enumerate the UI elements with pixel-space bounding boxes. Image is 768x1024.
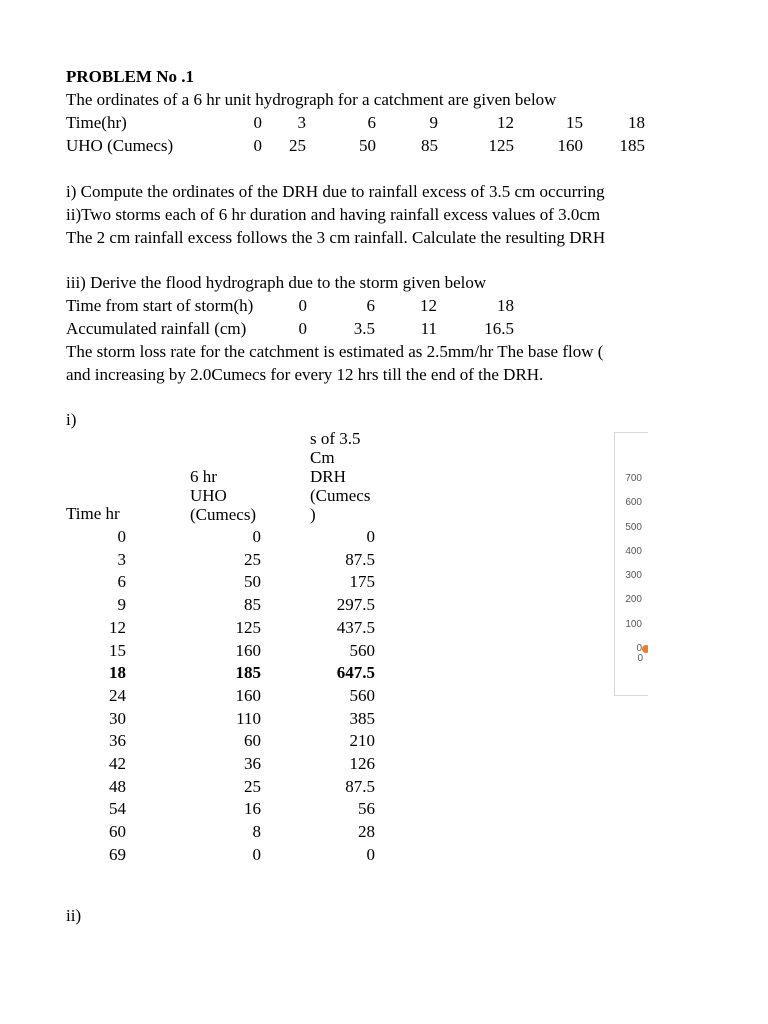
time-cell: 69 (109, 844, 126, 864)
problem-intro: The ordinates of a 6 hr unit hydrograph for a catchment are given below (66, 90, 557, 109)
time-value: 18 (628, 113, 645, 132)
uho-label: UHO (Cumecs) (66, 136, 174, 155)
drh-cell: 385 (349, 708, 375, 728)
storm-time-value: 18 (497, 296, 514, 315)
col-header-uho: 6 hr UHO (Cumecs) (190, 467, 257, 524)
storm-time-value: 12 (420, 296, 437, 315)
uho-cell: 16 (244, 799, 261, 819)
drh-cell: 210 (349, 731, 375, 751)
time-cell: 15 (109, 640, 126, 660)
time-value: 12 (497, 113, 514, 132)
drh-cell: 647.5 (336, 663, 375, 683)
rain-label: Accumulated rainfall (cm) (66, 319, 247, 338)
time-value: 15 (566, 113, 583, 132)
uho-cell: 8 (252, 822, 261, 842)
time-value: 3 (297, 113, 306, 132)
storm-time-label: Time from start of storm(h) (66, 296, 254, 315)
uho-value: 0 (253, 136, 262, 155)
drh-cell: 0 (366, 527, 375, 546)
uho-cell: 125 (235, 617, 261, 637)
time-cell: 36 (109, 731, 126, 751)
uho-cell: 185 (235, 663, 261, 683)
drh-cell: 297.5 (336, 595, 375, 615)
time-cell: 12 (109, 617, 126, 637)
uho-cell: 60 (244, 731, 261, 751)
question-2b: The 2 cm rainfall excess follows the 3 cm rainfall. Calculate the resulting DRH (66, 228, 606, 247)
uho-cell: 25 (244, 776, 261, 796)
rain-value: 0 (298, 319, 307, 338)
storm-time-value: 0 (298, 296, 307, 315)
uho-value: 50 (359, 136, 376, 155)
time-value: 9 (429, 113, 438, 132)
uho-cell: 110 (236, 708, 261, 728)
uho-value: 160 (557, 136, 583, 155)
time-cell: 9 (117, 595, 126, 615)
drh-cell: 560 (349, 640, 375, 660)
time-cell: 0 (117, 527, 126, 546)
time-cell: 24 (109, 685, 126, 705)
time-cell: 3 (117, 549, 126, 569)
chart-area (614, 432, 648, 696)
drh-cell: 560 (349, 685, 375, 705)
question-1: i) Compute the ordinates of the DRH due to rainfall excess of 3.5 cm occurring (66, 182, 605, 201)
y-tick-label: 500 (625, 521, 642, 533)
time-cell: 18 (109, 663, 126, 683)
drh-cell: 87.5 (345, 776, 375, 796)
data-point-marker (642, 645, 648, 653)
problem-title: PROBLEM No .1 (66, 67, 194, 86)
y-tick-label: 0 (636, 643, 642, 654)
y-tick-label: 400 (625, 545, 642, 557)
drh-cell: 87.5 (345, 549, 375, 569)
question-2a: ii)Two storms each of 6 hr duration and having rainfall excess values of 3.0cm (66, 205, 601, 224)
rain-value: 11 (420, 319, 437, 338)
y-tick-label: 600 (625, 497, 642, 509)
time-value: 6 (367, 113, 376, 132)
part-1-label: i) (66, 410, 77, 429)
col-header-time: Time hr (66, 504, 120, 523)
time-cell: 30 (109, 708, 126, 728)
drh-cell: 437.5 (336, 617, 375, 637)
uho-value: 85 (421, 136, 438, 155)
uho-cell: 50 (244, 572, 261, 592)
drh-cell: 28 (358, 822, 375, 842)
time-cell: 48 (109, 776, 126, 796)
uho-cell: 0 (252, 844, 261, 864)
part-2-label: ii) (66, 906, 82, 925)
loss-line-b: and increasing by 2.0Cumecs for every 12 hrs till the end of the DRH. (66, 365, 544, 384)
uho-value: 185 (619, 136, 645, 155)
rain-value: 16.5 (484, 319, 514, 338)
drh-cell: 175 (349, 572, 375, 592)
col-header-drh: s of 3.5 Cm DRH (Cumecs ) (310, 429, 371, 524)
time-cell: 60 (109, 822, 126, 842)
drh-cell: 126 (349, 754, 375, 773)
uho-value: 25 (289, 136, 306, 155)
time-label: Time(hr) (66, 113, 127, 132)
uho-cell: 36 (244, 754, 261, 773)
uho-cell: 160 (235, 640, 261, 660)
uho-cell: 160 (235, 685, 261, 705)
uho-cell: 85 (244, 595, 261, 615)
question-3: iii) Derive the flood hydrograph due to the storm given below (66, 273, 487, 292)
drh-cell: 0 (366, 844, 375, 864)
y-tick-label: 300 (625, 570, 642, 582)
drh-cell: 56 (358, 799, 375, 819)
rain-value: 3.5 (353, 319, 375, 338)
time-cell: 54 (109, 799, 126, 819)
time-value: 0 (253, 113, 262, 132)
y-tick-label: 200 (625, 594, 642, 606)
time-cell: 42 (109, 754, 126, 773)
uho-cell: 25 (244, 549, 261, 569)
y-tick-label: 700 (625, 473, 642, 484)
storm-time-value: 6 (366, 296, 375, 315)
uho-cell: 0 (252, 527, 261, 546)
loss-line-a: The storm loss rate for the catchment is estimated as 2.5mm/hr The base flow ( (66, 342, 604, 361)
y-tick-label: 100 (625, 618, 642, 630)
uho-value: 125 (488, 136, 514, 155)
x-tick-label: 0 (637, 653, 643, 664)
time-cell: 6 (117, 572, 126, 592)
